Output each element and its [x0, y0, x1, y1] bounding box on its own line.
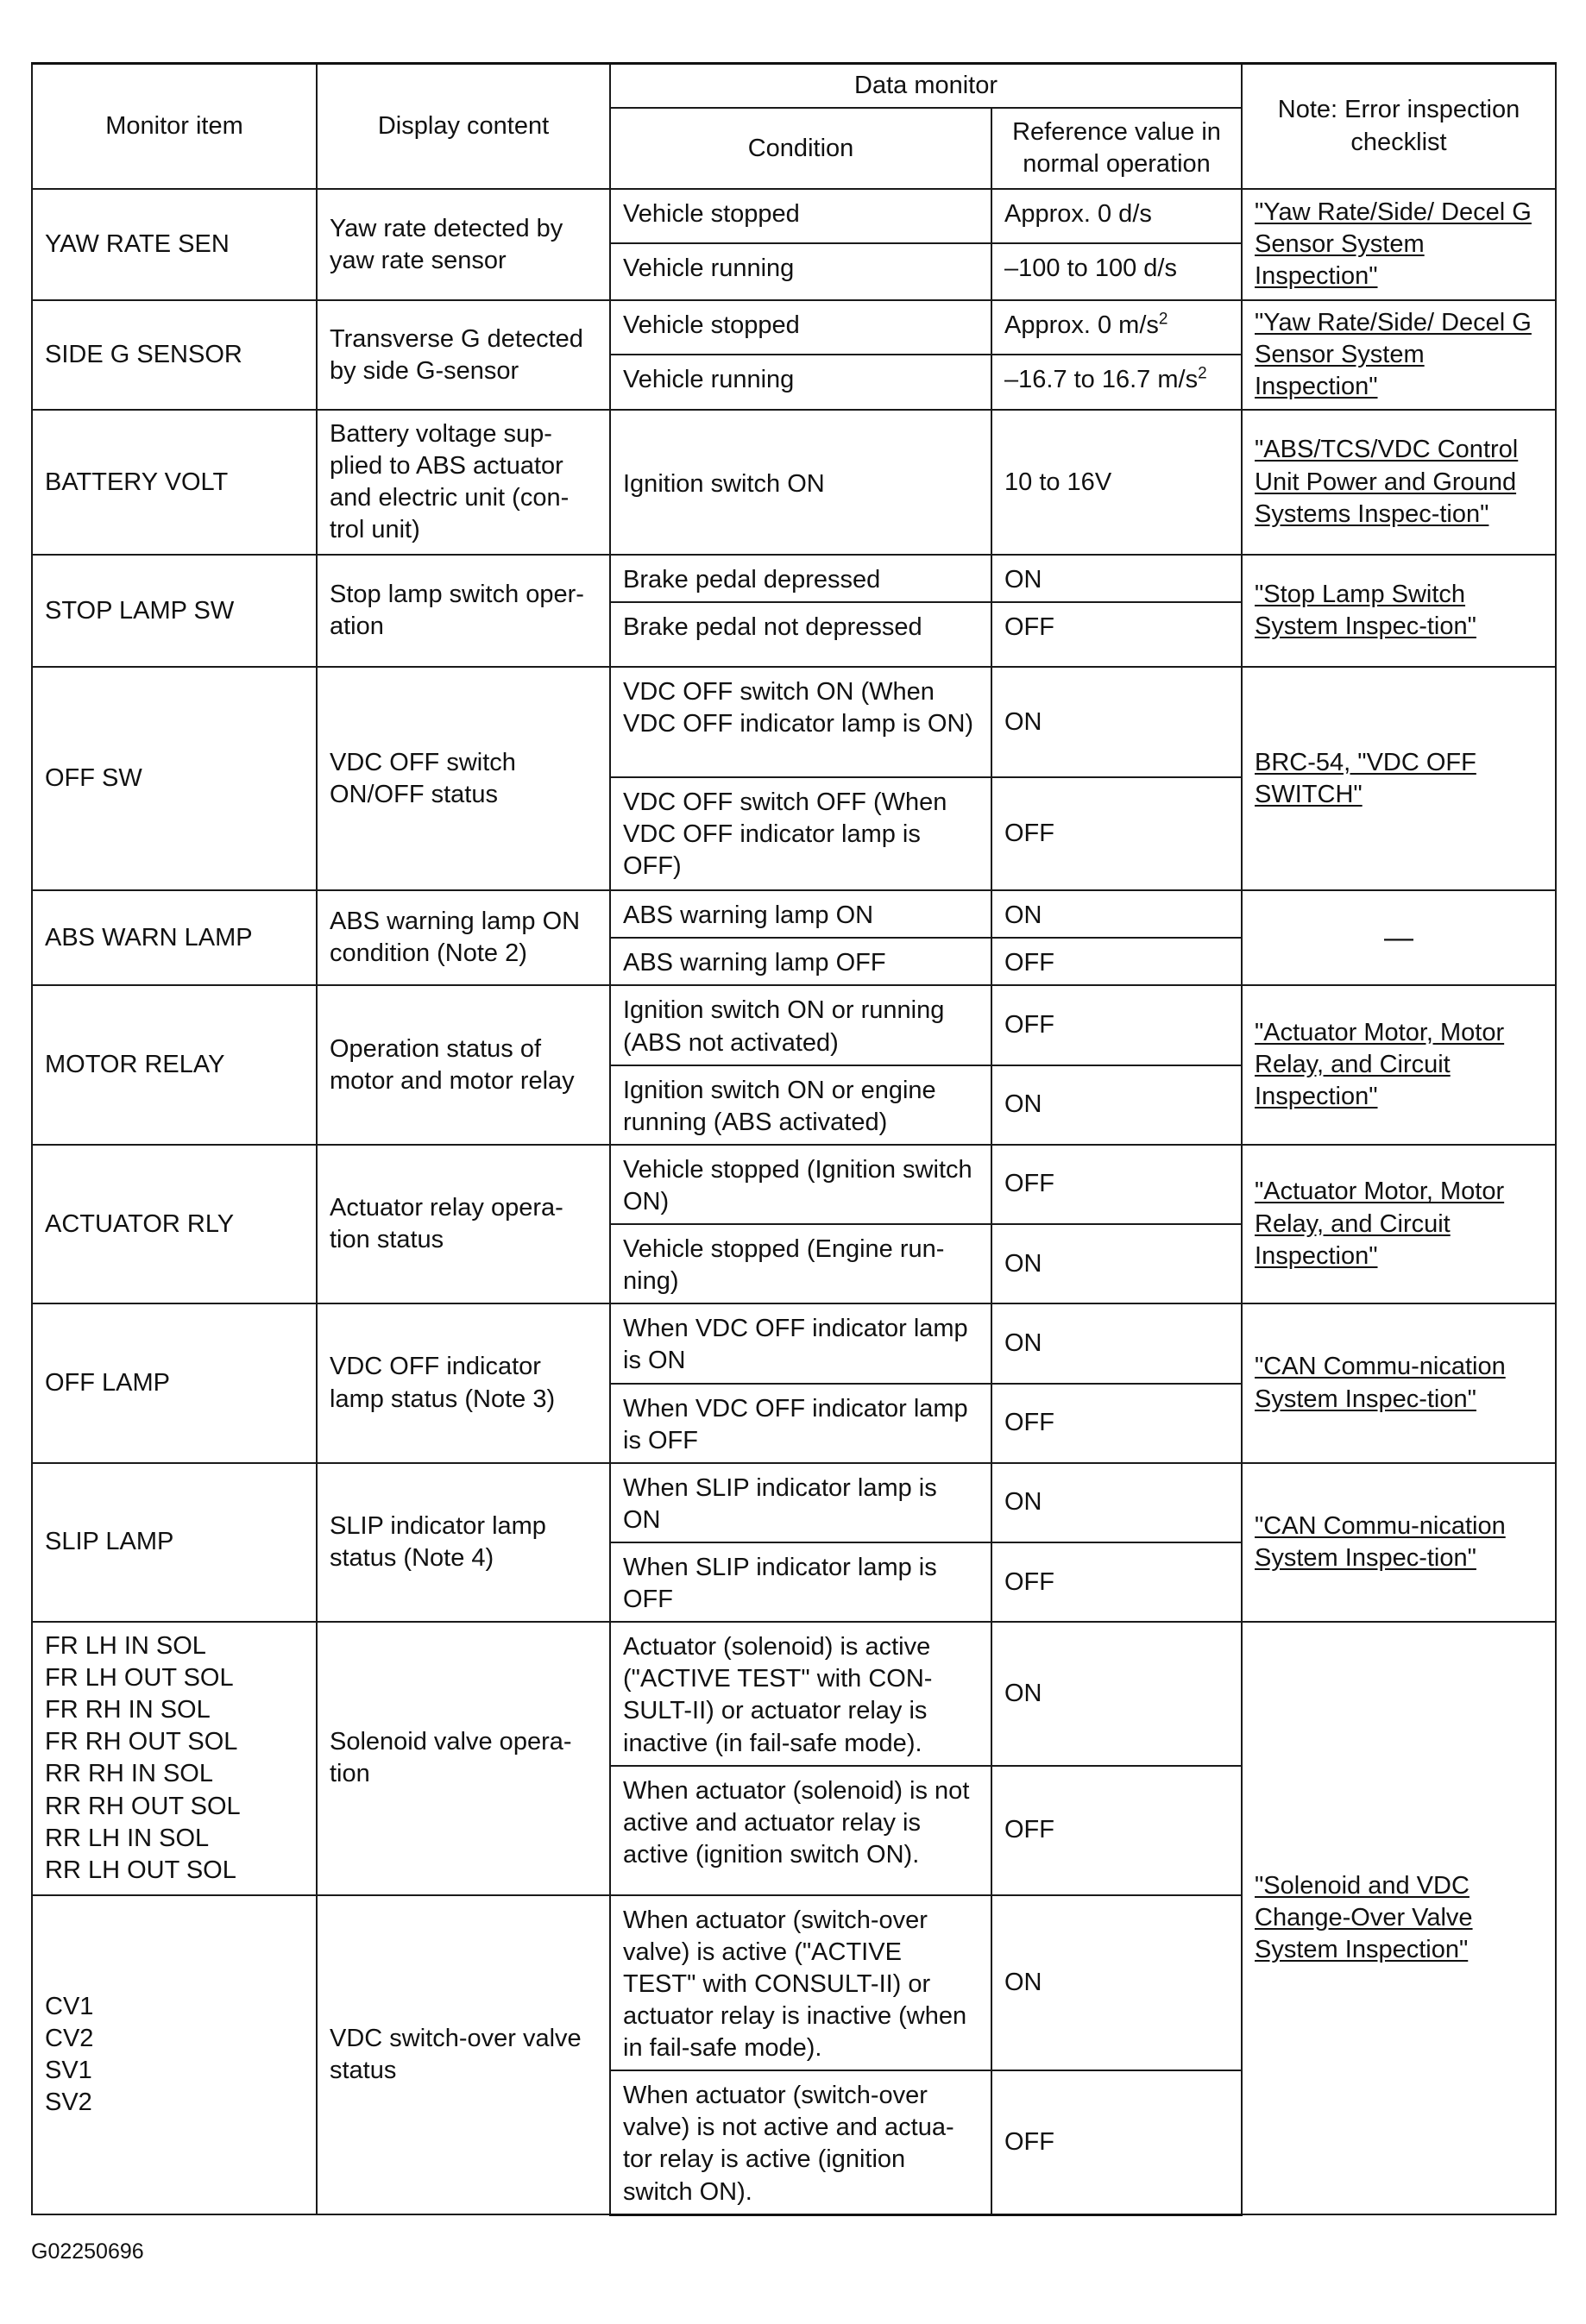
condition-cell: Brake pedal depressed: [610, 555, 991, 602]
condition-cell: VDC OFF switch OFF (When VDC OFF indicator lamp is OFF): [610, 777, 991, 890]
monitor-item: OFF SW: [32, 667, 317, 890]
display-content: ABS warning lamp ON condition (Note 2): [317, 890, 610, 985]
condition-cell: When actuator (switch-over valve) is active ("ACTIVE TEST" with CONSULT-II) or actuator relay is inactive (when in fail-safe mode).: [610, 1895, 991, 2071]
monitor-item-list: [32, 1895, 317, 2214]
display-content: Yaw rate detected by yaw rate sensor: [317, 189, 610, 300]
reference-cell: OFF: [991, 985, 1242, 1065]
superscript: 2: [1158, 310, 1168, 329]
condition-cell: When SLIP indicator lamp is OFF: [610, 1542, 991, 1622]
reference-cell: ON: [991, 1303, 1242, 1383]
data-monitor-table: [31, 62, 1557, 2216]
reference-cell: ON: [991, 1224, 1242, 1303]
superscript: 2: [1198, 364, 1207, 383]
display-content: SLIP indicator lamp status (Note 4): [317, 1463, 610, 1622]
inspection-link[interactable]: "Actuator Motor, Motor Relay, and Circuit Inspection": [1255, 1018, 1505, 1111]
reference-cell: OFF: [991, 602, 1242, 667]
reference-value: Approx. 0 m/s: [1004, 311, 1159, 340]
condition-cell: Vehicle running: [610, 355, 991, 410]
condition-cell: When SLIP indicator lamp is ON: [610, 1463, 991, 1542]
monitor-item: BATTERY VOLT: [32, 410, 317, 555]
monitor-item: RR LH IN SOL: [45, 1824, 210, 1852]
condition-cell: When VDC OFF indicator lamp is ON: [610, 1303, 991, 1383]
monitor-item: ACTUATOR RLY: [32, 1145, 317, 1303]
display-content: Transverse G detected by side G-sensor: [317, 300, 610, 410]
reference-cell: ON: [991, 1622, 1242, 1765]
monitor-item: FR RH OUT SOL: [45, 1728, 238, 1756]
display-content: Battery voltage sup-plied to ABS actuator and electric unit (con-trol unit): [317, 410, 610, 555]
monitor-item: SIDE G SENSOR: [32, 300, 317, 410]
monitor-item: MOTOR RELAY: [32, 985, 317, 1144]
condition-cell: Vehicle stopped: [610, 189, 991, 243]
reference-cell: ON: [991, 1895, 1242, 2071]
monitor-item: RR RH IN SOL: [45, 1760, 213, 1788]
header-reference: Reference value in normal operation: [991, 108, 1242, 189]
reference-cell: ON: [991, 555, 1242, 602]
header-monitor-item: Monitor item: [32, 64, 317, 190]
inspection-link[interactable]: "Yaw Rate/Side/ Decel G Sensor System Inspection": [1255, 198, 1532, 291]
reference-cell: –100 to 100 d/s: [991, 243, 1242, 300]
figure-id: G02250696: [31, 2239, 144, 2264]
header-condition: Condition: [610, 108, 991, 189]
monitor-item: RR RH OUT SOL: [45, 1792, 241, 1820]
inspection-link[interactable]: "Yaw Rate/Side/ Decel G Sensor System Inspection": [1255, 308, 1532, 401]
reference-cell: Approx. 0 d/s: [991, 189, 1242, 243]
monitor-item: CV2: [45, 2024, 94, 2052]
monitor-item: FR LH IN SOL: [45, 1631, 206, 1660]
condition-cell: Brake pedal not depressed: [610, 602, 991, 667]
condition-cell: Vehicle running: [610, 243, 991, 300]
display-content: VDC OFF switch ON/OFF status: [317, 667, 610, 890]
condition-cell: Actuator (solenoid) is active ("ACTIVE TEST" with CON-SULT-II) or actuator relay is inactive (in fail-safe mode).: [610, 1622, 991, 1765]
display-content: VDC OFF indicator lamp status (Note 3): [317, 1303, 610, 1462]
condition-cell: Vehicle stopped: [610, 300, 991, 355]
monitor-item: SV1: [45, 2056, 92, 2084]
condition-cell: Ignition switch ON: [610, 410, 991, 555]
condition-cell: When actuator (solenoid) is not active and actuator relay is active (ignition switch ON).: [610, 1766, 991, 1895]
display-content: Stop lamp switch oper-ation: [317, 555, 610, 667]
reference-cell: 10 to 16V: [991, 410, 1242, 555]
monitor-item: CV1: [45, 1992, 94, 2020]
condition-cell: When VDC OFF indicator lamp is OFF: [610, 1384, 991, 1463]
reference-cell: ON: [991, 1463, 1242, 1542]
display-content: Solenoid valve opera-tion: [317, 1622, 610, 1894]
condition-cell: ABS warning lamp OFF: [610, 938, 991, 985]
monitor-item: YAW RATE SEN: [32, 189, 317, 300]
inspection-link[interactable]: "Stop Lamp Switch System Inspec-tion": [1255, 581, 1476, 641]
monitor-item: FR LH OUT SOL: [45, 1664, 234, 1693]
inspection-link[interactable]: BRC-54, "VDC OFF SWITCH": [1255, 748, 1476, 808]
reference-cell: ON: [991, 1065, 1242, 1145]
condition-cell: Ignition switch ON or running (ABS not activated): [610, 985, 991, 1065]
reference-cell: OFF: [991, 1542, 1242, 1622]
inspection-link[interactable]: "CAN Commu-nication System Inspec-tion": [1255, 1353, 1506, 1413]
display-content: Operation status of motor and motor relay: [317, 985, 610, 1144]
condition-cell: Ignition switch ON or engine running (ABS activated): [610, 1065, 991, 1145]
reference-cell: OFF: [991, 1145, 1242, 1224]
reference-cell: ON: [991, 667, 1242, 777]
reference-cell: OFF: [991, 938, 1242, 985]
condition-cell: VDC OFF switch ON (When VDC OFF indicator lamp is ON): [610, 667, 991, 777]
reference-cell: ON: [991, 890, 1242, 938]
reference-cell: [991, 355, 1242, 410]
inspection-link[interactable]: "ABS/TCS/VDC Control Unit Power and Ground Systems Inspec-tion": [1255, 436, 1519, 528]
document-page: [31, 62, 1555, 2216]
monitor-item: STOP LAMP SW: [32, 555, 317, 667]
reference-cell: OFF: [991, 1766, 1242, 1895]
note-dash: —: [1242, 890, 1556, 985]
inspection-link[interactable]: "Actuator Motor, Motor Relay, and Circuit Inspection": [1255, 1178, 1505, 1270]
monitor-item: SLIP LAMP: [32, 1463, 317, 1622]
condition-cell: ABS warning lamp ON: [610, 890, 991, 938]
monitor-item: OFF LAMP: [32, 1303, 317, 1462]
display-content: VDC switch-over valve status: [317, 1895, 610, 2214]
condition-cell: When actuator (switch-over valve) is not active and actua-tor relay is active (ignition switch ON).: [610, 2070, 991, 2214]
reference-cell: [991, 300, 1242, 355]
reference-cell: OFF: [991, 777, 1242, 890]
monitor-item: ABS WARN LAMP: [32, 890, 317, 985]
reference-cell: OFF: [991, 1384, 1242, 1463]
reference-cell: OFF: [991, 2070, 1242, 2214]
condition-cell: Vehicle stopped (Ignition switch ON): [610, 1145, 991, 1224]
monitor-item: SV2: [45, 2088, 92, 2116]
header-data-monitor: Data monitor: [610, 64, 1242, 109]
display-content: Actuator relay opera-tion status: [317, 1145, 610, 1303]
header-display-content: Display content: [317, 64, 610, 190]
inspection-link[interactable]: "Solenoid and VDC Change-Over Valve System Inspection": [1255, 1871, 1473, 1964]
monitor-item: RR LH OUT SOL: [45, 1856, 236, 1884]
monitor-item-list: [32, 1622, 317, 1894]
header-note: Note: Error inspection checklist: [1242, 64, 1556, 190]
reference-value: –16.7 to 16.7 m/s: [1004, 366, 1199, 394]
inspection-link[interactable]: "CAN Commu-nication System Inspec-tion": [1255, 1511, 1506, 1572]
condition-cell: Vehicle stopped (Engine run-ning): [610, 1224, 991, 1303]
monitor-item: FR RH IN SOL: [45, 1696, 211, 1724]
